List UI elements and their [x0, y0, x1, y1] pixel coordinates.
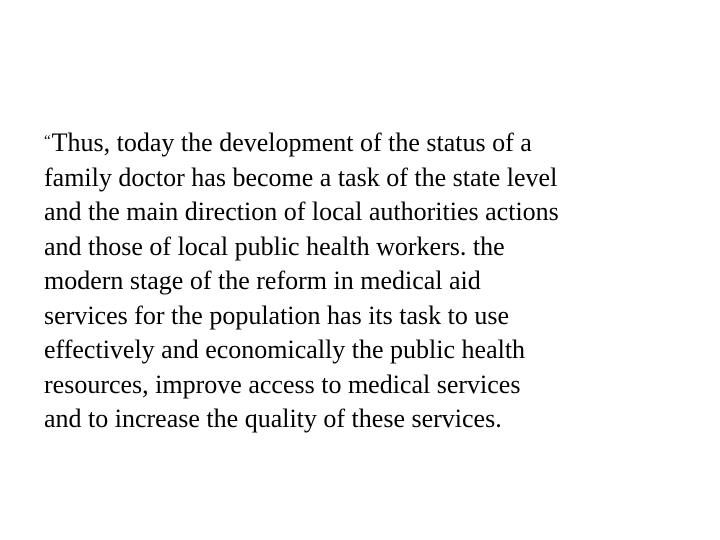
text-line-8: resources, improve access to medical services [44, 369, 521, 399]
text-line-5: modern stage of the reform in medical aid [44, 266, 481, 295]
text-line-1-content: Thus, today the development of the status of a [51, 128, 532, 157]
text-line-6: services for the population has its task to use [44, 300, 510, 330]
body-paragraph [44, 124, 704, 437]
text-line-2: family doctor has become a task of the state level [44, 162, 558, 192]
text-line-7: effectively and economically the public health [44, 335, 526, 364]
text-line-1 [44, 124, 704, 161]
text-line-4: and those of local public health workers. the [44, 231, 505, 261]
text-line-9: and to increase the quality of these services. [44, 404, 502, 433]
quote-bullet: “ [44, 133, 51, 149]
text-line-3: and the main direction of local authorities actions [44, 197, 559, 226]
